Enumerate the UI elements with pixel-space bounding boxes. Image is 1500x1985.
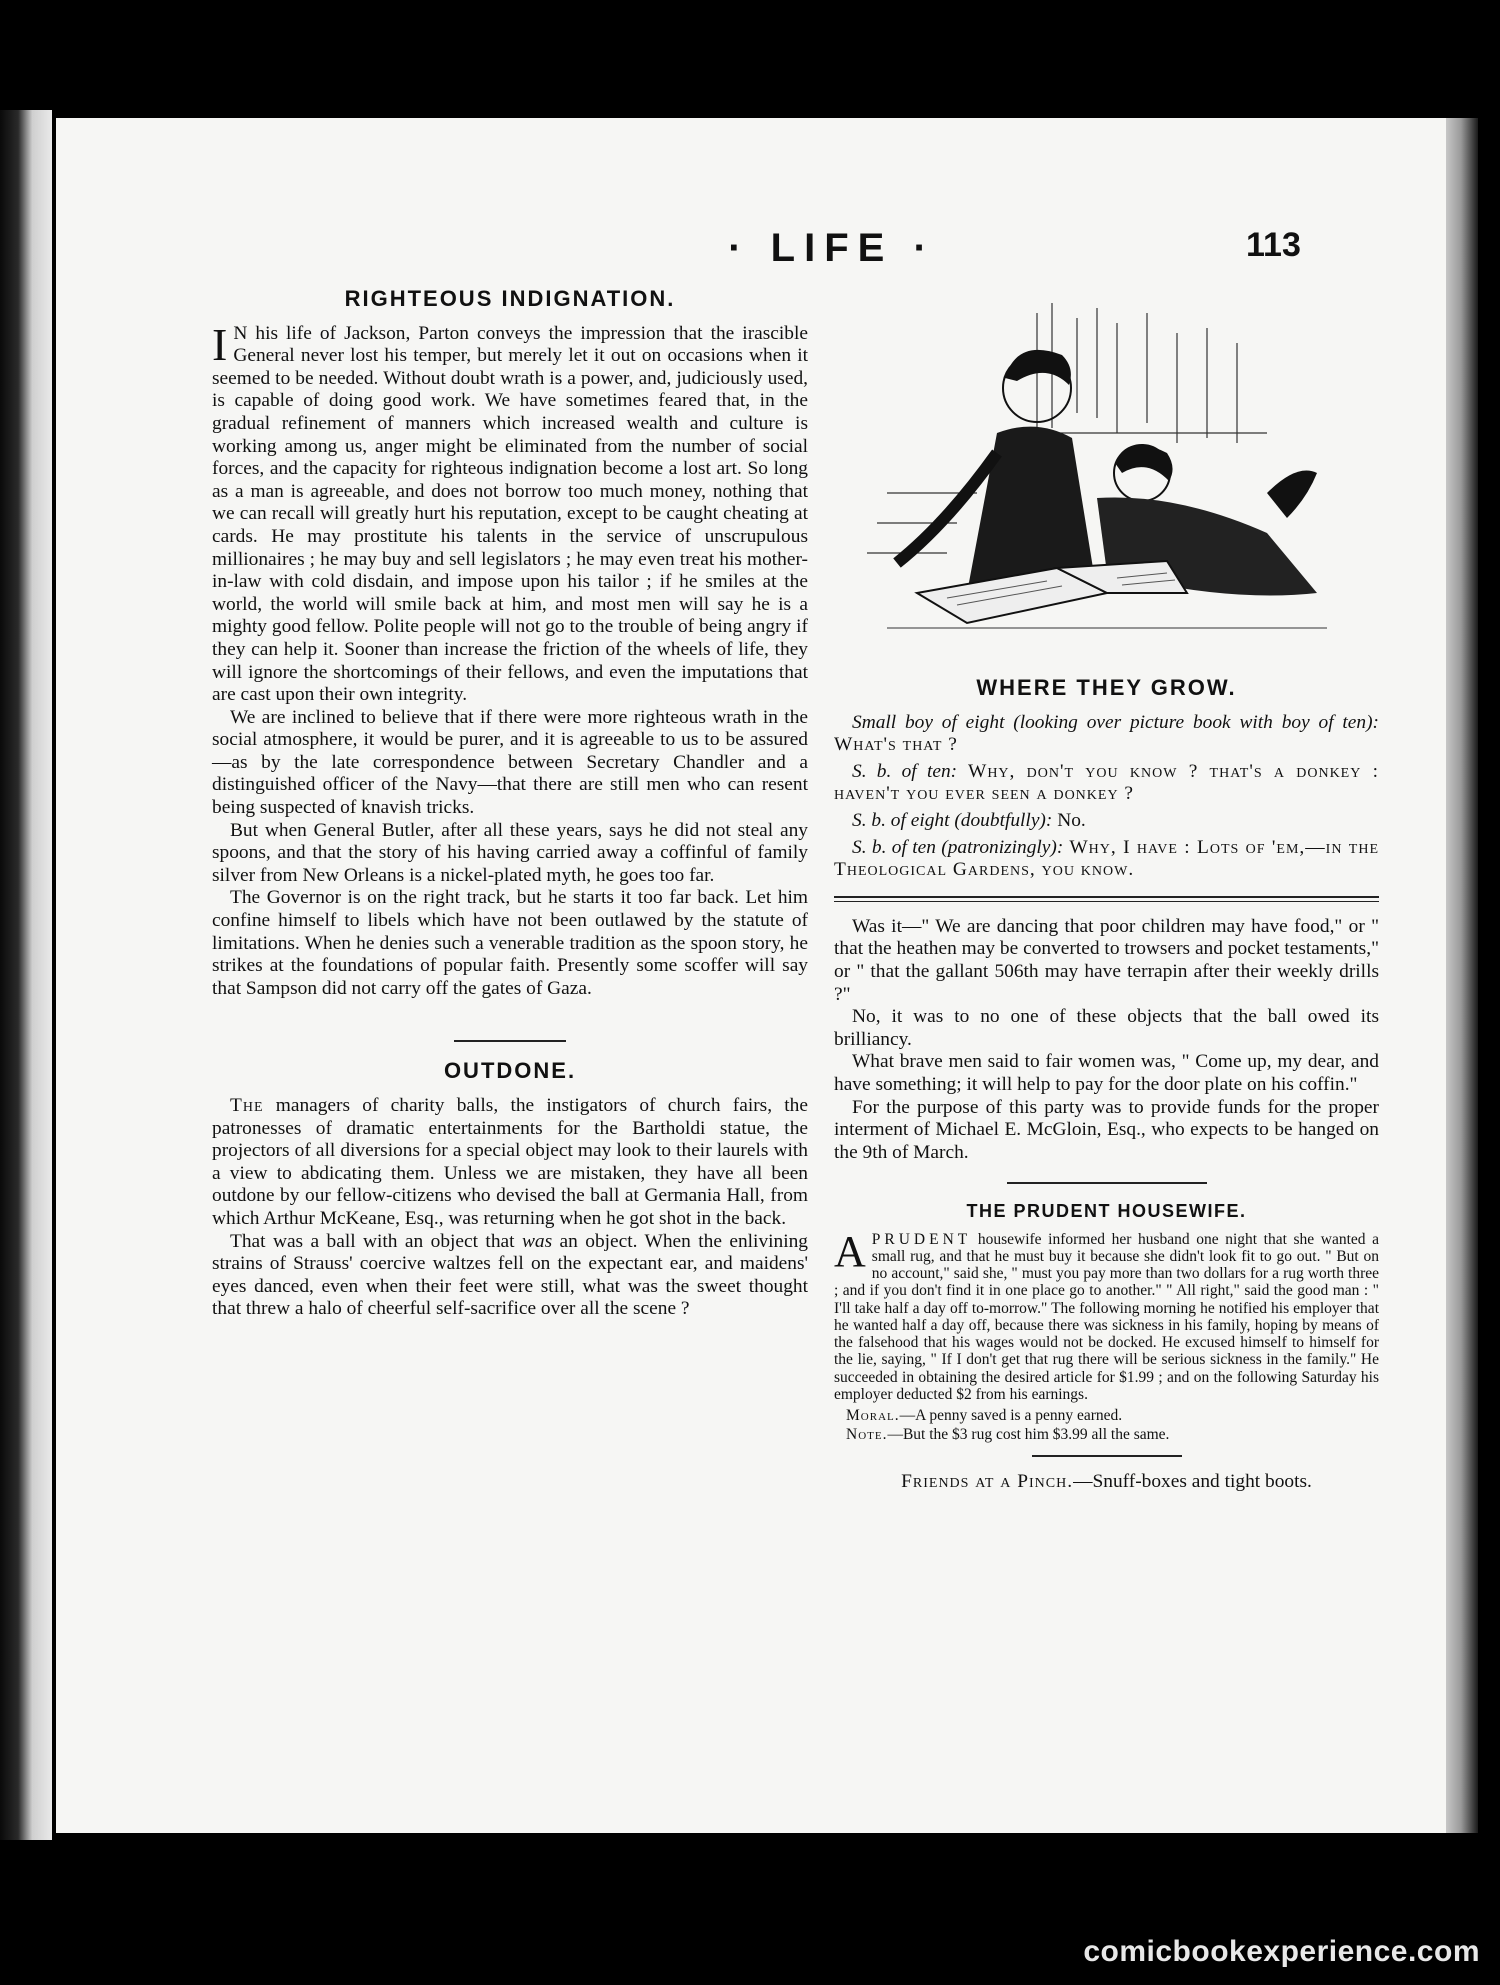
section-divider-small	[1032, 1455, 1182, 1457]
dialog-4-speech: Why, I have : Lots of 'em,—in the Theological Gardens, you know.	[834, 836, 1379, 881]
righteous-paragraph-4: The Governor is on the right track, but he starts it too far back. Let him confine himself to libels which have not been outlawed by the statute of limitations. When he denies such a venerable tradition as the spoon story, he strikes at the foundations of popular faith. Presently some scoffer will say that Sampson did not carry off the gates of Gaza.	[212, 887, 808, 999]
masthead-title: · LIFE ·	[728, 226, 936, 270]
friends-label: Friends at a Pinch.	[901, 1471, 1074, 1493]
dropcap-i: I	[212, 318, 228, 370]
dialog-line-4	[834, 837, 1379, 882]
moral-line	[834, 1407, 1379, 1424]
page-number: 113	[1246, 226, 1301, 264]
outdone-p1-text: managers of charity balls, the instigators of church fairs, the patronesses of dramatic entertainments for the Bartholdi statue, the projectors of all diversions for a special object may look to their laurels with a view to abdicating them. Unless we are mistaken, they have all been outdone by our fellow-citizens who devised the ball at Germania Hall, from which Arthur McKeane, Esq., was returning when he got shot in the back.	[212, 1095, 808, 1229]
watermark-text: comicbookexperience.com	[1083, 1935, 1480, 1968]
outdone-lead-word: The	[230, 1095, 264, 1116]
section-divider-right	[1007, 1182, 1207, 1184]
binding-edge-left	[0, 110, 52, 1840]
righteous-p1-text: N his life of Jackson, Parton conveys the impression that the irascible General never lost his temper, but merely let it out on occasions when it seemed to be needed. Without doubt wrath is a power, and, judiciously used, is capable of doing good work. We have sometimes feared that, in the gradual refinement of manners which increased wealth and culture is working among us, anger might be eliminated from the number of social forces, and the capacity for righteous indignation become a lost art. So long as a man is agreeable, and does not borrow too much money, nothing that we can recall will greatly hurt his reputation, except to be caught cheating at cards. He may prostitute his talents in the service of unscrupulous millionaires ; he may buy and sell legislators ; he may even treat his mother-in-law with cold disdain, and impose upon his tailor ; if he smiles at the world, the world will smile back at him, and most men will say he is a mighty good fellow. Polite people will not go to the trouble of being angry if they can help it. Sooner than increase the friction of the wheels of life, they will ignore the shortcomings of their fellows, and even the imputations that are cast upon their own integrity.	[212, 322, 808, 706]
righteous-indignation-heading: RIGHTEOUS INDIGNATION.	[344, 286, 676, 311]
prudent-paragraph	[834, 1226, 1379, 1403]
note-text: —But the $3 rug cost him $3.99 all the same.	[887, 1426, 1170, 1444]
moral-label: Moral.	[846, 1406, 900, 1424]
dialog-line-2	[834, 761, 1379, 806]
outdone-p2-emphasis: was	[521, 1230, 553, 1252]
dialog-2-speaker: S. b. of ten:	[852, 760, 958, 782]
wasit-paragraph-3: What brave men said to fair women was, " Come up, my dear, and have something; it will help to pay for the door plate on his coffin."	[834, 1051, 1379, 1095]
dialog-3-speaker: S. b. of eight (doubtfully):	[852, 809, 1053, 831]
outdone-paragraph-1	[212, 1095, 808, 1231]
prudent-body-text: housewife informed her husband one night that she wanted a small rug, and that he must buy it because she didn't look fit to go out. " But on no account," said she, " must you pay more than two dollars for a rug worth three ; and if you don't find it in one place go to another." " All right," said the good man : " I'll take half a day off to-morrow." The following morning he notified his employer that he wanted half a day off, because there was sickness in his family, hoping by means of the falsehood that his wages would not be docked. He excused himself to himself for the lie, saying, " If I don't get that rug there will be serious sickness in the family." He succeeded in obtaining the desired article for $1.99 ; and on the following Saturday his employer deducted $2 from his earnings.	[834, 1230, 1379, 1403]
where-they-grow-dialog	[834, 712, 1379, 882]
two-boys-reading-illustration	[847, 293, 1367, 663]
double-rule-divider	[834, 896, 1379, 902]
note-line	[834, 1426, 1379, 1443]
note-label: Note.	[846, 1426, 888, 1444]
prudent-housewife-body	[834, 1226, 1379, 1444]
wasit-paragraph-1: Was it—" We are dancing that poor children may have food," or " that the heathen may be converted to trowsers and pocket testaments," or " that the gallant 506th may have terrapin after their weekly drills ?"	[834, 915, 1379, 1005]
friends-at-a-pinch	[834, 1471, 1379, 1494]
outdone-heading: OUTDONE.	[443, 1058, 577, 1084]
moral-text: —A penny saved is a penny earned.	[899, 1406, 1123, 1424]
magazine-page	[56, 118, 1446, 1833]
righteous-paragraph-3: But when General Butler, after all these years, says he did not steal any spoons, and that the story of his having carried away a coffinful of family silver from New Orleans is a nickel-plated myth, he goes too far.	[212, 819, 808, 886]
righteous-paragraph-2: We are inclined to believe that if there were more righteous wrath in the social atmosphere, it would be purer, and it is agreeable to us to be assured—as by the late correspondence between Secretary Chandler and a distinguished officer of the Navy—that there are still men who can resent being suspected of knavish tricks.	[212, 706, 808, 819]
wasit-paragraph-4: For the purpose of this party was to provide funds for the proper interment of Michael E. McGloin, Esq., who expects to be hanged on the 9th of March.	[834, 1096, 1379, 1163]
prudent-housewife-heading: THE PRUDENT HOUSEWIFE.	[966, 1201, 1247, 1222]
dialog-line-3	[834, 810, 1379, 833]
dialog-3-speech: No.	[1052, 809, 1086, 831]
prudent-lead-word: PRUDENT	[871, 1230, 972, 1248]
outdone-p2-c: an object. When the enlivining strains of Strauss' coercive waltzes fell on the expectant ear, and maidens' eyes danced, even when their feet were still, what was the sweet thought that threw a halo of cheerful self-sacrifice over all the scene ?	[212, 1230, 808, 1320]
outdone-p2-a: That was a ball with an object that	[230, 1230, 522, 1252]
dialog-4-speaker: S. b. of ten (patronizingly):	[852, 836, 1064, 858]
dropcap-a: A	[834, 1226, 866, 1276]
dialog-line-1	[834, 712, 1379, 757]
dialog-1-speech: What's that ?	[834, 734, 958, 756]
righteous-paragraph-1	[212, 318, 808, 707]
left-column	[212, 288, 808, 1321]
right-column	[834, 293, 1379, 1494]
dialog-2-speech: Why, don't you know ? that's a donkey : haven't you ever seen a donkey ?	[834, 760, 1379, 805]
friends-text: —Snuff-boxes and tight boots.	[1073, 1471, 1312, 1493]
dialog-1-speaker: Small boy of eight (looking over picture book with boy of ten):	[852, 711, 1379, 733]
section-divider	[454, 1040, 566, 1042]
wasit-paragraph-2: No, it was to no one of these objects that the ball owed its brilliancy.	[834, 1006, 1379, 1050]
outdone-paragraph-2	[212, 1231, 808, 1321]
where-they-grow-heading: WHERE THEY GROW.	[976, 675, 1237, 700]
